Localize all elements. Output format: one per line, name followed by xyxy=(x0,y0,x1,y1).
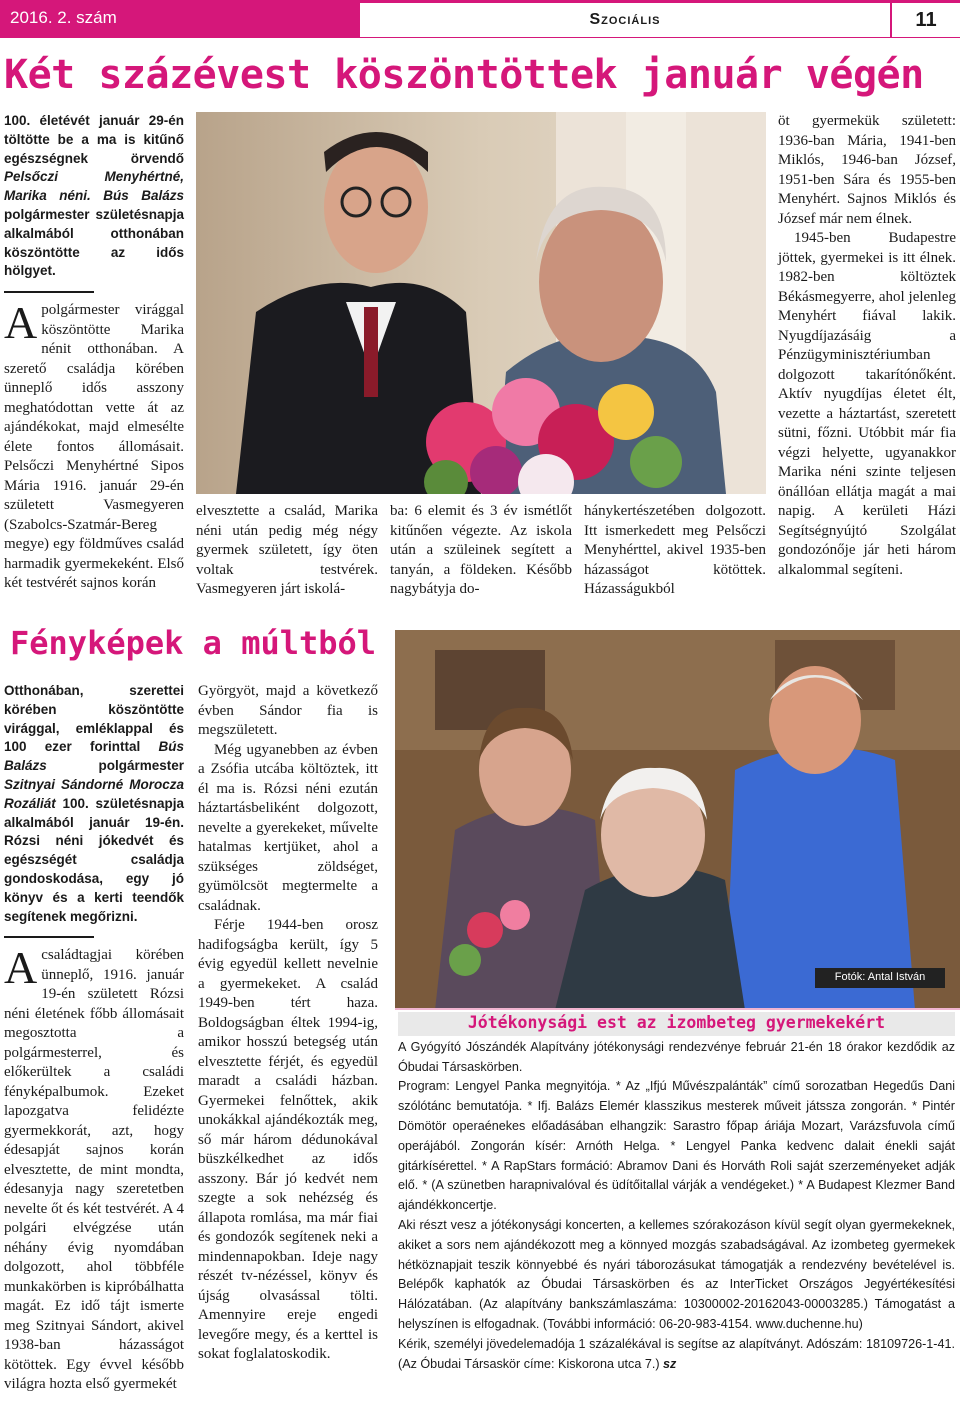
divider xyxy=(4,291,94,293)
article1-col1 xyxy=(4,112,184,594)
lead-text: 100. életévét január 29-én töltötte be a ma is kitűnő egészségnek örvendő xyxy=(4,113,184,166)
charity-intro: A Gyógyító Jószándék Alapítvány jótékonysági rendezvénye február 21-én 18 órakor kezdődik az Óbudai Társaskörben. xyxy=(398,1039,955,1074)
page-number: 11 xyxy=(890,0,960,38)
lead-text: polgármester születésnapja alkalmából otthonában köszöntötte az idős hölgyet. xyxy=(4,206,184,279)
lead-text: Otthonában, szerettei körében köszöntötte virággal, emléklappal és 100 ezer forinttal xyxy=(4,683,184,755)
body-text: elvesztette a család, Marika néni után pedig még négy gyermek született, így öten voltak testvérek. Vasmegyeren járt iskolá- xyxy=(196,503,378,597)
section-label: Szociális xyxy=(360,0,890,38)
photo-rozsi-family xyxy=(395,630,960,1010)
body-text: Férje 1944-ben orosz hadifogságba került, így 5 évig egyedül kellett nevelnie a gyermekeket. A család 1949-ben tért haza. Boldogságban éltek 1994-ig, amikor hosszú betegség után elvesztette férjét, és egyedül maradt a családi házban. Gyermekei felnőttek, akik unokákkal ajándékozták meg, ső már három dédunokával büszkélkedhet az idős asszony. Bár jó kedvét nem szegte a sok nehézség és állapota romlása, ma már fiai és gondozók segítenek neki a mindennapokban. Ideje nagy részét tv-nézéssel, könyv és újság olvasással tölti. Amennyire ereje engedi levegőre megy, és a kerttel is sokat foglalatoskodik. xyxy=(198,917,378,1362)
charity-info: Aki részt vesz a jótékonysági koncerten, a kellemes szórakozáson kívül segít olyan gyermekeknek, akiket a sors nem ajándékozott meg a könnyed mozgás szabadságával. Az izombeteg gyermekek hétköznapjait teszik könnyebbé és nyári táborozásukat támogatják a rendezvény bevételével is. Belépők kaphatók az Óbudai Társaskörben és az InterTicket Országos Jegyértékesítési Hálózatában. (Az alapítvány bankszámlaszáma: 10300002-20162043-00003285.) Támogatást a helyszínen is elfogadnak. (További információ: 06-20-983-4154. www.duchenne.hu) xyxy=(398,1217,955,1331)
divider xyxy=(4,936,94,938)
article1-col4 xyxy=(584,502,766,600)
lead-italic: Bús Balázs xyxy=(4,739,184,774)
body-text: Még ugyanebben az évben a Zsófia utcába költöztek, itt él ma is. Rózsi néni ezután háztartásbeliként dolgozott, nevelte a gyerekeket, művelte hatalmas kertjüket, ahol a szükséges zöldséget, gyümölcsöt megtermelte a családnak. xyxy=(198,741,378,914)
charity-tax-text: Kérik, személyi jövedelemadója 1 százalékával is segítse az alapítványt. Adószám: 18109726-1-41. (Az Óbudai Társaskör címe: Kiskorona utca 7.) xyxy=(398,1336,955,1371)
lead-italic: Pelsőczi Menyhértné, Marika néni. Bús Balázs xyxy=(4,169,184,204)
charity-tax xyxy=(398,1335,955,1375)
photo-credit: Fotók: Antal István xyxy=(815,968,945,988)
body-text: 1945-ben Budapestre jöttek, gyermekei is itt élnek. 1982-ben költöztek Békásmegyerre, ahol jelenleg Menyhért fiával lakik. Nyugdíjazásáig a Pénzügyminisztériumban dolgozott takarítónőként. Aktív nyugdíjas életet élt, vezette a háztartást, szeretett sütni, főzni. Utóbbit már fia végzi helyette, ugyanakkor Marika néni szinte teljesen önállóan ellátja magát a mai napig. A kerületi Házi Segítségnyújtó Szolgálat gondozónője jár heti három alkalommal segíteni. xyxy=(778,230,956,578)
lead-italic: Szitnyai Sándorné Morocza Rozáliát xyxy=(4,776,184,811)
article2-header xyxy=(0,618,395,676)
article1-headline: Két százévest köszöntöttek január végén xyxy=(4,52,924,98)
dropcap: A xyxy=(4,942,38,994)
article2-headline: Fényképek a múltból xyxy=(10,624,377,662)
article2-lead xyxy=(4,682,184,926)
lead-text: polgármester xyxy=(46,758,184,774)
article1-col2 xyxy=(196,502,378,600)
body-text: ba: 6 elemit és 3 év ismétlőt kitűnően végezte. Az iskola után a szüleinek segített a tanyán, a földeken. Később nagybátyja do- xyxy=(390,503,572,597)
issue-label: 2016. 2. szám xyxy=(0,0,360,38)
article1-col3 xyxy=(390,502,572,600)
article2-col2 xyxy=(198,682,378,1365)
charity-title: Jótékonysági est az izombeteg gyermekekért xyxy=(398,1012,955,1036)
body-text: családtagjai körében ünneplő, 1916. január 19-én született Rózsi néni életének főbb állomásait megosztotta a polgármesterrel, és előkerültek a családi fényképalbumok. Ezeket lapozgatva felidézte gyermekkorát, azt, hogy édesapját sajnos korán elvesztette, de mint mondta, édesanyja nagy szeretetben nevelte őt és két testvérét. A 4 polgári elvégzése után néhány évig nyomdában dolgozott, ahol többféle munkakörben is kipróbálhatta magát. Ez idő tájt ismerte meg Szitnyai Sándort, akivel 1938-ban házasságot kötöttek. Egy évvel később világra hozta első gyermekét xyxy=(4,947,184,1393)
body-text: öt gyermekük született: 1936-ban Mária, 1941-ben Miklós, 1946-ban József, 1951-ben Sára és 1955-ben Menyhért. Sajnos Miklós és József már nem élnek. xyxy=(778,113,956,227)
charity-announcement xyxy=(395,1008,960,1425)
lead-text: 100. születésnapja alkalmából január 19-én. Rózsi néni jókedvét és egészségét családja gondoskodása, egy jó könyv és a kerti teendők segítenek megőrizni. xyxy=(4,795,184,924)
article2-col1 xyxy=(4,682,184,1395)
article1-lead xyxy=(4,112,184,281)
photo-mayor-with-marika xyxy=(196,112,766,494)
body-text: hánykertészetében dolgozott. Itt ismerkedett meg Pelsőczi Menyhérttel, akivel 1935-ben házasságot kötöttek. Házasságukból xyxy=(584,503,766,597)
body-text: polgármester virággal köszöntötte Marika nénit otthonában. A szerető családja körében ünneplő idős asszony meghatódottan vette át az ajándékokat, majd elmesélte élete fontos állomásait. Pelsőczi Menyhértné Sipos Mária 1916. január 29-én született Vasmegyeren (Szabolcs-Szatmár-Bereg megye) egy földműves család harmadik gyermekeként. Első két testvérét sajnos korán xyxy=(4,302,184,592)
charity-program: Program: Lengyel Panka megnyitója. * Az „Ifjú Művészpalánták” című sorozatban Hegedűs Dani szólótánc bemutatója. * Ifj. Balázs Elemér klasszikus mesterek műveit játssza zongorán. * Pintér Dömötör operaénekes előadásában elhangzik: Sarastro főpap áriája Mozart, Varázsfuvola című operájából. Zongorán kísér: Arnóth Helga. * Lengyel Panka kedvenc dalait énekli saját gitárkísérettel. * A RapStars formáció: Abramov Dani és Horváth Roli saját szerzeményeket adják elő. * (A szünetben harapnivalóval és üdítőitallal várják a vendégeket.) * A Budapest Klezmer Band ajándékkoncertje. xyxy=(398,1079,955,1213)
author-signature: sz xyxy=(663,1356,677,1371)
article1-col5 xyxy=(778,112,956,580)
dropcap: A xyxy=(4,297,38,349)
page-header xyxy=(0,0,960,38)
body-text: Györgyöt, majd a következő évben Sándor fia is megszületett. xyxy=(198,683,378,738)
